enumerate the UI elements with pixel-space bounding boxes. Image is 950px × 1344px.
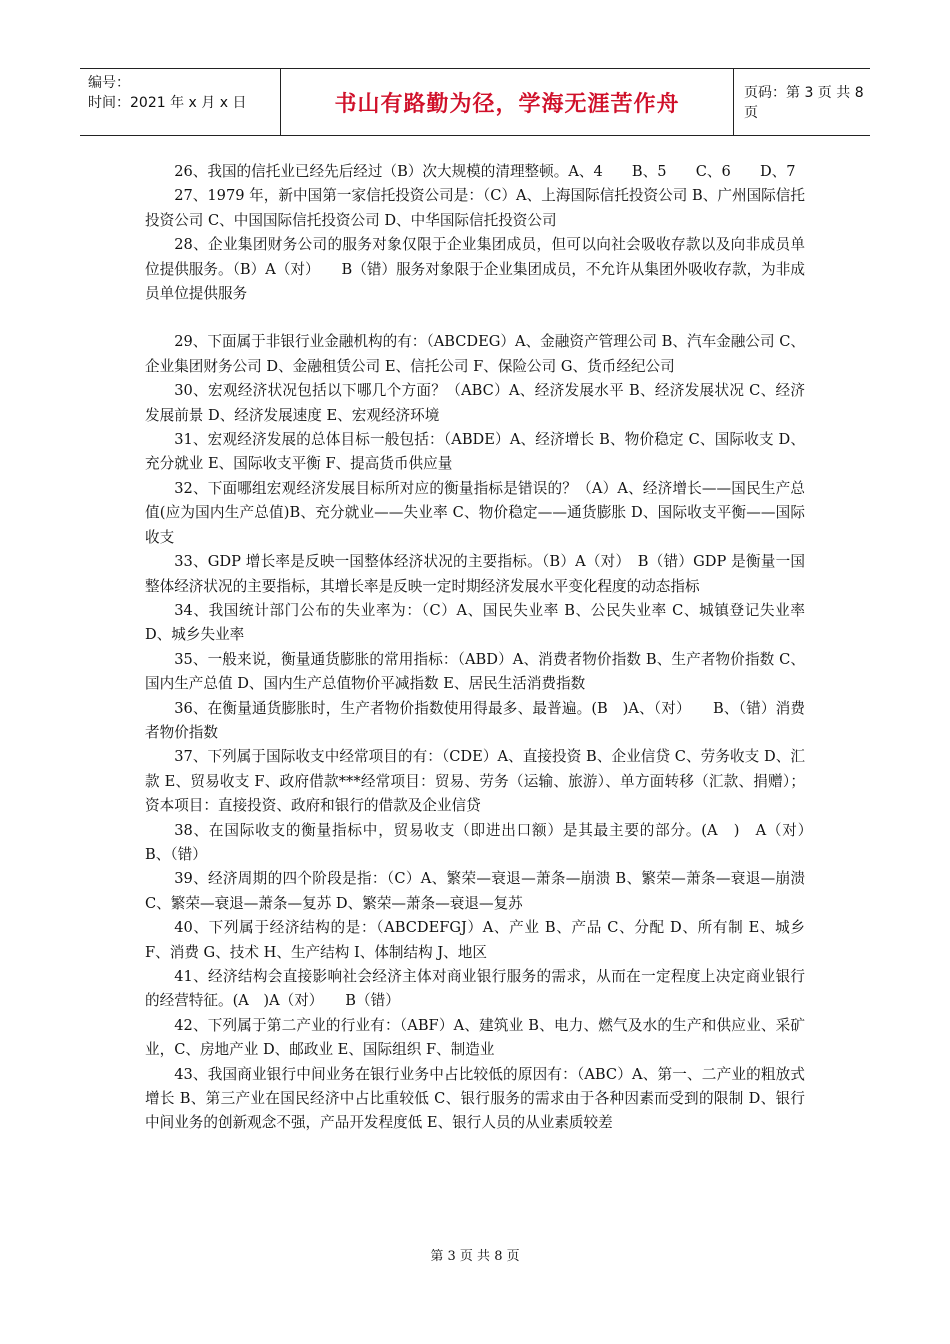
motto: 书山有路勤为径，学海无涯苦作舟 — [281, 69, 734, 135]
header-left-cell — [80, 69, 281, 135]
question-34: 34、我国统计部门公布的失业率为：（C）A、国民失业率 B、公民失业率 C、城镇登记失业率 D、城乡失业率 — [145, 601, 805, 644]
question-40: 40、下列属于经济结构的是：（ABCDEFGJ）A、产业 B、产品 C、分配 D、所有制 E、城乡 F、消费 G、技术 H、生产结构 I、体制结构 J、地区 — [145, 919, 805, 961]
header-table — [80, 68, 870, 136]
question-list — [145, 160, 820, 1136]
date-label: 时间：2021 年 x 月 x 日 — [88, 95, 247, 111]
question-27: 27、1979 年，新中国第一家信托投资公司是：（C）A、上海国际信托投资公司 B、广州国际信托投资公司 C、中国国际信托投资公司 D、中华国际信托投资公司 — [145, 187, 805, 229]
question-35: 35、一般来说，衡量通货膨胀的常用指标：（ABD）A、消费者物价指数 B、生产者物价指数 C、国内生产总值 D、国内生产总值物价平减指数 E、居民生活消费指数 — [145, 650, 805, 693]
question-39: 39、经济周期的四个阶段是指：（C）A、繁荣—衰退—萧条—崩溃 B、繁荣—萧条—衰退—崩溃 C、繁荣—衰退—萧条—复苏 D、繁荣—萧条—衰退—复苏 — [145, 870, 805, 912]
question-29: 29、下面属于非银行业金融机构的有：（ABCDEG）A、金融资产管理公司 B、汽车金融公司 C、企业集团财务公司 D、金融租赁公司 E、信托公司 F、保险公司 G、货币经纪公司 — [145, 333, 805, 375]
number-label: 编号： — [88, 75, 130, 91]
question-31: 31、宏观经济发展的总体目标一般包括：（ABDE）A、经济增长 B、物价稳定 C、国际收支 D、充分就业 E、国际收支平衡 F、提高货币供应量 — [145, 431, 805, 473]
question-43: 43、我国商业银行中间业务在银行业务中占比较低的原因有：（ABC）A、第一、二产业的粗放式增长 B、第三产业在国民经济中占比重较低 C、银行服务的需求由于各种因素而受到的限制 D、银行中间业务的创新观念不强，产品开发程度低 E、银行人员的从业素质较差 — [145, 1065, 805, 1132]
question-37: 37、下列属于国际收支中经常项目的有：（CDE）A、直接投资 B、企业信贷 C、劳务收支 D、汇款 E、贸易收支 F、政府借款***经常项目：贸易、劳务（运输、旅游）、单方面转移（汇款、捐赠）；资本项目：直接投资、政府和银行的借款及企业信贷 — [145, 748, 805, 815]
question-28: 28、企业集团财务公司的服务对象仅限于企业集团成员，但可以向社会吸收存款以及向非成员单位提供服务。（B）A（对） B（错）服务对象限于企业集团成员，不允许从集团外吸收存款，为非成员单位提供服务 — [145, 236, 805, 303]
question-32: 32、下面哪组宏观经济发展目标所对应的衡量指标是错误的？（A）A、经济增长——国民生产总值(应为国内生产总值)B、充分就业——失业率 C、物价稳定——通货膨胀 D、国际收支平衡——国际收支 — [145, 479, 805, 546]
page-footer: 第 3 页 共 8 页 — [430, 1249, 520, 1264]
question-38: 38、在国际收支的衡量指标中，贸易收支（即进出口额）是其最主要的部分。(A ) A（对） B、（错） — [145, 821, 820, 863]
page-label: 页码：第 3 页 共 8 页 — [744, 85, 864, 121]
question-36: 36、在衡量通货膨胀时，生产者物价指数使用得最多、最普遍。(B )A、（对） B、（错）消费者物价指数 — [145, 699, 805, 741]
question-41: 41、经济结构会直接影响社会经济主体对商业银行服务的需求，从而在一定程度上决定商业银行的经营特征。(A )A（对） B（错） — [145, 968, 805, 1010]
question-33: 33、GDP 增长率是反映一国整体经济状况的主要指标。（B）A（对） B（错）GDP 是衡量一国整体经济状况的主要指标，其增长率是反映一定时期经济发展水平变化程度的动态指标 — [145, 553, 805, 595]
question-42: 42、下列属于第二产业的行业有：（ABF）A、建筑业 B、电力、燃气及水的生产和供应业、采矿业，C、房地产业 D、邮政业 E、国际组织 F、制造业 — [145, 1016, 805, 1059]
question-26: 26、我国的信托业已经先后经过（B）次大规模的清理整顿。A、4 B、5 C、6 D、7 — [174, 163, 796, 180]
question-30: 30、宏观经济状况包括以下哪几个方面？（ABC）A、经济发展水平 B、经济发展状况 C、经济发展前景 D、经济发展速度 E、宏观经济环境 — [145, 382, 805, 424]
